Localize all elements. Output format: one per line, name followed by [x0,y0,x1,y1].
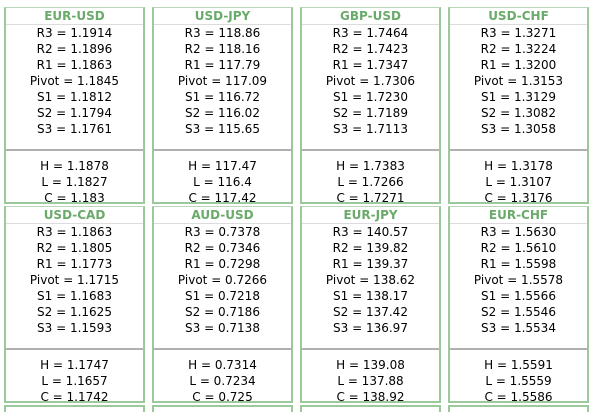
high-low-close [154,151,291,208]
hlc-row: L = 137.88 [337,374,404,388]
section-divider [6,137,143,151]
pivot-level-row: S3 = 0.7138 [185,321,260,335]
pivot-level-row: S3 = 1.5534 [481,321,556,335]
pivot-levels [302,25,439,137]
hlc-row: C = 1.5586 [484,390,553,404]
pivot-level-row: S2 = 1.5546 [481,305,556,319]
currency-pair-title: USD-CHF [450,8,587,25]
pivot-level-row: S2 = 1.1625 [37,305,112,319]
pivot-level-row: S1 = 138.17 [333,289,408,303]
currency-pair-title: EUR-CHF [450,207,587,224]
high-low-close [450,350,587,407]
next-card-top-edge [448,405,589,412]
pivot-level-row: R1 = 1.1863 [36,58,113,72]
pivot-level-row: S1 = 0.7218 [185,289,260,303]
pivot-card-aud-usd [152,206,293,403]
hlc-row: L = 1.7266 [337,175,404,189]
hlc-row: H = 139.08 [336,358,405,372]
hlc-row: L = 1.3107 [485,175,552,189]
pivot-level-row: Pivot = 1.1845 [29,74,120,88]
pivot-level-row: S2 = 1.7189 [333,106,408,120]
next-card-top-edge [300,405,441,412]
pivot-level-row: R3 = 0.7378 [184,225,261,239]
hlc-row: L = 0.7234 [189,374,256,388]
pivot-level-row: R1 = 1.1773 [36,257,113,271]
hlc-row: H = 117.47 [188,159,257,173]
pivot-level-row: S3 = 115.65 [185,122,260,136]
section-divider [450,137,587,151]
pivot-card-usd-chf [448,7,589,204]
pivot-level-row: R2 = 1.3224 [480,42,557,56]
pivot-level-row: R1 = 1.3200 [480,58,557,72]
pivot-level-row: R3 = 1.1914 [36,26,113,40]
pivot-levels [302,224,439,336]
hlc-row: C = 1.3176 [484,191,553,205]
pivot-level-row: R2 = 118.16 [184,42,261,56]
pivot-level-row: S1 = 1.7230 [333,90,408,104]
hlc-row: L = 1.1827 [41,175,108,189]
pivot-level-row: S3 = 1.1761 [37,122,112,136]
pivot-level-row: S1 = 1.3129 [481,90,556,104]
pivot-levels [154,25,291,137]
currency-pair-title: AUD-USD [154,207,291,224]
pivot-card-usd-cad [4,206,145,403]
pivot-level-row: R3 = 1.5630 [480,225,557,239]
pivot-level-row: R1 = 117.79 [184,58,261,72]
section-divider [154,137,291,151]
hlc-row: H = 1.3178 [484,159,553,173]
high-low-close [302,151,439,208]
hlc-row: C = 117.42 [188,191,257,205]
pivot-level-row: S2 = 0.7186 [185,305,260,319]
pivot-level-row: R3 = 1.3271 [480,26,557,40]
hlc-row: H = 1.1878 [40,159,109,173]
high-low-close [302,350,439,407]
pivot-level-row: S1 = 1.1812 [37,90,112,104]
pivot-levels [450,224,587,336]
section-divider [302,137,439,151]
pivot-levels [450,25,587,137]
hlc-row: H = 0.7314 [188,358,257,372]
pivot-level-row: S2 = 1.1794 [37,106,112,120]
hlc-row: H = 1.7383 [336,159,405,173]
section-divider [450,336,587,350]
pivot-level-row: S3 = 1.7113 [333,122,408,136]
currency-pair-title: GBP-USD [302,8,439,25]
pivot-level-row: R3 = 1.1863 [36,225,113,239]
pivot-level-row: S3 = 136.97 [333,321,408,335]
section-divider [154,336,291,350]
hlc-row: C = 0.725 [192,390,253,404]
high-low-close [6,151,143,208]
pivot-card-eur-usd [4,7,145,204]
section-divider [6,336,143,350]
high-low-close [450,151,587,208]
pivot-card-eur-chf [448,206,589,403]
pivot-level-row: R2 = 1.5610 [480,241,557,255]
hlc-row: C = 138.92 [336,390,405,404]
high-low-close [6,350,143,407]
pivot-level-row: Pivot = 1.7306 [325,74,416,88]
currency-pair-title: EUR-USD [6,8,143,25]
hlc-row: L = 1.1657 [41,374,108,388]
pivot-level-row: R3 = 140.57 [332,225,409,239]
pivot-level-row: R1 = 0.7298 [184,257,261,271]
pivot-level-row: S1 = 1.5566 [481,289,556,303]
hlc-row: C = 1.1742 [40,390,109,404]
pivot-level-row: Pivot = 138.62 [325,273,416,287]
section-divider [302,336,439,350]
pivot-level-row: S1 = 1.1683 [37,289,112,303]
next-row-stubs [4,405,600,412]
pivot-card-usd-jpy [152,7,293,204]
pivot-level-row: R3 = 1.7464 [332,26,409,40]
next-card-top-edge [152,405,293,412]
next-card-top-edge [4,405,145,412]
currency-pair-title: EUR-JPY [302,207,439,224]
pivot-level-row: S3 = 1.1593 [37,321,112,335]
pivot-level-row: Pivot = 1.5578 [473,273,564,287]
pivot-card-gbp-usd [300,7,441,204]
hlc-row: H = 1.5591 [484,358,553,372]
pivot-card-eur-jpy [300,206,441,403]
pivot-levels [154,224,291,336]
hlc-row: C = 1.7271 [336,191,405,205]
pivot-level-row: R2 = 139.82 [332,241,409,255]
high-low-close [154,350,291,407]
pivot-level-row: Pivot = 117.09 [177,74,268,88]
hlc-row: H = 1.1747 [40,358,109,372]
pivot-level-row: R1 = 1.5598 [480,257,557,271]
currency-pair-title: USD-CAD [6,207,143,224]
hlc-row: C = 1.183 [44,191,105,205]
pivot-level-row: R2 = 1.1896 [36,42,113,56]
hlc-row: L = 1.5559 [485,374,552,388]
pivot-level-row: S2 = 1.3082 [481,106,556,120]
pivot-level-row: S3 = 1.3058 [481,122,556,136]
hlc-row: L = 116.4 [193,175,252,189]
pivot-level-row: R2 = 1.7423 [332,42,409,56]
pivot-level-row: R1 = 1.7347 [332,58,409,72]
pivot-level-row: Pivot = 0.7266 [177,273,268,287]
pivot-level-row: R2 = 1.1805 [36,241,113,255]
pivot-level-row: S2 = 137.42 [333,305,408,319]
pivot-level-row: R2 = 0.7346 [184,241,261,255]
pivot-level-row: S1 = 116.72 [185,90,260,104]
pivot-levels [6,224,143,336]
currency-pair-title: USD-JPY [154,8,291,25]
pivot-level-row: R1 = 139.37 [332,257,409,271]
pivot-level-row: S2 = 116.02 [185,106,260,120]
pivot-level-row: Pivot = 1.1715 [29,273,120,287]
pivot-level-row: R3 = 118.86 [184,26,261,40]
pivot-points-grid [4,7,600,412]
pivot-levels [6,25,143,137]
pivot-level-row: Pivot = 1.3153 [473,74,564,88]
